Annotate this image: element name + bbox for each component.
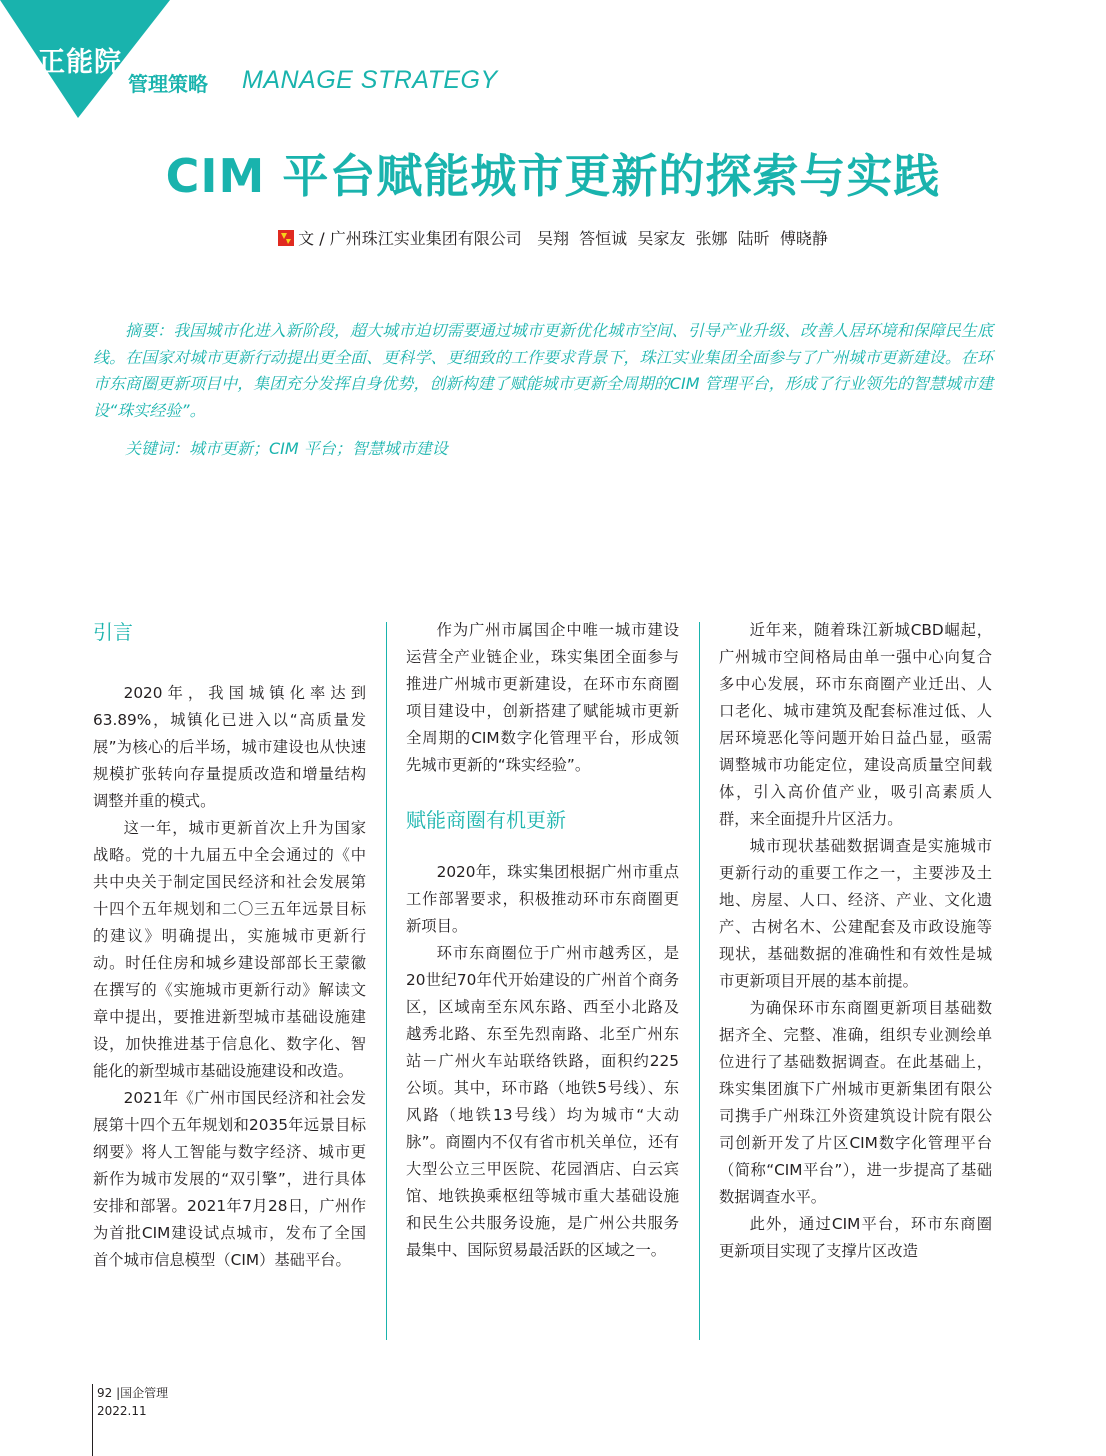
brand-label: 正能院 [38,47,122,78]
page-info: 92 |国企管理 [97,1386,169,1400]
section-name-en: MANAGE STRATEGY [242,66,498,94]
byline [0,226,1106,249]
byline-mark-icon [278,230,294,246]
paragraph: 城市现状基础数据调查是实施城市更新行动的重要工作之一，主要涉及土地、房屋、人口、经济、产业、文化遗产、古树名木、公建配套及市政设施等现状，基础数据的准确性和有效性是城市更新项目开展的基本前提。 [719,837,992,990]
heading-intro: 引言 [93,620,133,644]
abstract: 摘要：我国城市化进入新阶段，超大城市迫切需要通过城市更新优化城市空间、引导产业升级、改善人居环境和保障民生底线。在国家对城市更新行动提出更全面、更科学、更细致的工作要求背景下，珠江实业集团全面参与了广州城市更新建设。在环市东商圈更新项目中，集团充分发挥自身优势，创新构建了赋能城市更新全周期的CIM 管理平台，形成了行业领先的智慧城市建设“珠实经验”。 [93,321,993,420]
paragraph: 2021年《广州市国民经济和社会发展第十四个五年规划和2035年远景目标纲要》将人工智能与数字经济、城市更新作为城市发展的“双引擎”，进行具体安排和部署。2021年7月28日，广州作为首批CIM建设试点城市，发布了全国首个城市信息模型（CIM）基础平台。 [93,1089,366,1269]
byline-text: 文 / 广州珠江实业集团有限公司 吴翔 答恒诚 吴家友 张娜 陆昕 傅晓静 [298,229,828,248]
paragraph: 环市东商圈位于广州市越秀区，是20世纪70年代开始建设的广州首个商务区，区域南至东风东路、西至小北路及越秀北路、东至先烈南路、北至广州东站－广州火车站联络铁路，面积约225公顷。其中，环市路（地铁5号线）、东风路（地铁13号线）均为城市“大动脉”。商圈内不仅有省市机关单位，还有大型公立三甲医院、花园酒店、白云宾馆、地铁换乘枢纽等城市重大基础设施和民生公共服务设施，是广州公共服务最集中、国际贸易最活跃的区域之一。 [406,944,679,1259]
paragraph: 此外，通过CIM平台，环市东商圈更新项目实现了支撑片区改造 [719,1215,992,1260]
issue-date: 2022.11 [97,1404,147,1418]
column-2 [406,617,679,1264]
keywords: 关键词：城市更新；CIM 平台；智慧城市建设 [125,439,448,458]
paragraph: 近年来，随着珠江新城CBD崛起，广州城市空间格局由单一强中心向复合多中心发展，环市东商圈产业迁出、人口老化、城市建筑及配套标准过低、人居环境恶化等问题开始日益凸显，亟需调整城市功能定位，建设高质量空间载体，引入高价值产业，吸引高素质人群，来全面提升片区活力。 [719,621,992,828]
paragraph: 这一年，城市更新首次上升为国家战略。党的十九届五中全会通过的《中共中央关于制定国民经济和社会发展第十四个五年规划和二〇三五年远景目标的建议》明确提出，实施城市更新行动。时任住房和城乡建设部部长王蒙徽在撰写的《实施城市更新行动》解读文章中提出，要推进新型城市基础设施建设，加快推进基于信息化、数字化、智能化的新型城市基础设施建设和改造。 [93,819,366,1080]
article-title: CIM 平台赋能城市更新的探索与实践 [165,149,941,203]
column-1 [93,617,366,1274]
section-name-cn: 管理策略 [128,72,208,96]
paragraph: 作为广州市属国企中唯一城市建设运营全产业链企业，珠实集团全面参与推进广州城市更新建设，在环市东商圈项目建设中，创新搭建了赋能城市更新全周期的CIM数字化管理平台，形成领先城市更新的“珠实经验”。 [406,621,679,774]
heading-section-2: 赋能商圈有机更新 [406,808,566,832]
paragraph: 2020年，我国城镇化率达到63.89%，城镇化已进入以“高质量发展”为核心的后半场，城市建设也从快速规模扩张转向存量提质改造和增量结构调整并重的模式。 [93,684,366,810]
column-3 [719,617,992,1265]
column-divider-2 [699,622,700,1340]
paragraph: 为确保环市东商圈更新项目基础数据齐全、完整、准确，组织专业测绘单位进行了基础数据调查。在此基础上，珠实集团旗下广州城市更新集团有限公司携手广州珠江外资建筑设计院有限公司创新开发了片区CIM数字化管理平台（简称“CIM平台”），进一步提高了基础数据调查水平。 [719,999,992,1206]
footer-rule [92,1384,93,1456]
column-divider-1 [386,622,387,1340]
paragraph: 2020年，珠实集团根据广州市重点工作部署要求，积极推动环市东商圈更新项目。 [406,863,679,935]
